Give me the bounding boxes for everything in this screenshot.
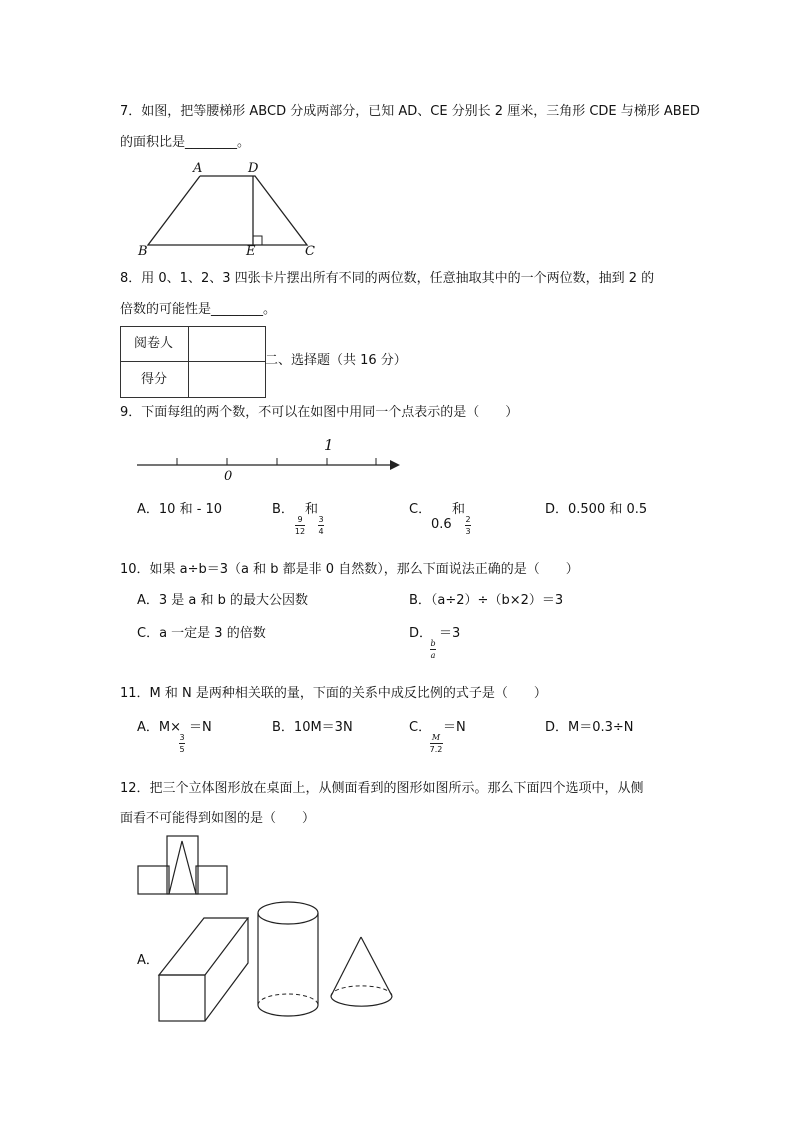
q9-c-frac-num: 2 (465, 515, 471, 524)
q9-b-prefix: B． (272, 502, 294, 517)
q9-c-frac-den: 3 (465, 527, 471, 536)
score-table-reviewer: 阅卷人 (134, 336, 174, 351)
q9-b-frac2-num: 3 (318, 515, 324, 524)
label-c: C (305, 244, 315, 259)
q9-stem: 9．下面每组的两个数，不可以在如图中用同一个点表示的是（ ） (120, 405, 519, 420)
label-b: B (138, 244, 148, 259)
q11-c-prefix: C． (409, 720, 432, 735)
q8-line1: 8．用 0、1、2、3 四张卡片摆出所有不同的两位数，任意抽取其中的一个两位数，抽到 2 的 (120, 271, 655, 286)
q10-option-a[interactable]: A．3 是 a 和 b 的最大公因数 (137, 593, 309, 608)
q11-a-frac-num: 3 (179, 733, 185, 742)
q11-option-b[interactable]: B．10M＝3N (272, 720, 353, 735)
q9-b-frac1-num: 9 (297, 515, 303, 524)
q9-option-b[interactable] (272, 501, 342, 541)
q9-option-a[interactable]: A．10 和 - 10 (137, 502, 223, 517)
q11-a-frac-den: 5 (179, 745, 185, 754)
q10-option-c[interactable]: C．a 一定是 3 的倍数 (137, 626, 266, 641)
section-title: 二、选择题（共 16 分） (265, 353, 407, 368)
q10-d-suffix: ＝3 (439, 626, 461, 641)
q7-line1: 7．如图，把等腰梯形 ABCD 分成两部分，已知 AD、CE 分别长 2 厘米，三角形 CDE 与梯形 ABED (120, 104, 700, 119)
q9-c-mid: 和 (452, 502, 466, 517)
q9-b-mid: 和 (305, 502, 319, 517)
q9-option-d[interactable]: D．0.500 和 0.5 (545, 502, 648, 517)
q11-c-suffix: ＝N (443, 720, 466, 735)
label-a: A (193, 161, 203, 176)
q10-d-frac-num: b (430, 639, 436, 648)
label-d: D (248, 161, 259, 176)
q10-d-frac-den: a (430, 651, 436, 660)
q9-b-frac1-den: 12 (294, 527, 306, 536)
numberline-zero: 0 (224, 469, 233, 484)
q11-stem: 11．M 和 N 是两种相关联的量，下面的关系中成反比例的式子是（ ） (120, 686, 547, 701)
q10-stem: 10．如果 a÷b＝3（a 和 b 都是非 0 自然数），那么下面说法正确的是（ ） (120, 562, 579, 577)
q11-a-prefix: A．M× (137, 720, 182, 735)
q11-c-frac-den: 7.2 (429, 745, 443, 754)
q11-c-frac-num: M (431, 733, 441, 742)
q9-c-decimal: 0.6 (431, 517, 452, 532)
numberline-one: 1 (324, 436, 334, 454)
q7-line2: 的面积比是________。 (120, 135, 251, 150)
q9-option-c[interactable] (409, 501, 479, 541)
q11-option-d[interactable]: D．M＝0.3÷N (545, 720, 634, 735)
label-e: E (246, 244, 256, 259)
q11-a-suffix: ＝N (189, 720, 212, 735)
q10-option-d[interactable] (409, 625, 469, 665)
q12-line1: 12．把三个立体图形放在桌面上，从侧面看到的图形如图所示。那么下面四个选项中，从侧 (120, 781, 644, 796)
q9-b-frac2-den: 4 (318, 527, 324, 536)
q8-line2: 倍数的可能性是________。 (120, 302, 277, 317)
score-table (120, 326, 266, 398)
q11-option-a[interactable] (137, 719, 217, 759)
q11-option-c[interactable] (409, 719, 479, 759)
q9-c-prefix: C． (409, 502, 432, 517)
q12-line2: 面看不可能得到如图的是（ ） (120, 811, 316, 826)
q12-option-a[interactable]: A． (137, 953, 159, 968)
q10-option-b[interactable]: B．（a÷2）÷（b×2）＝3 (409, 593, 564, 608)
q10-d-prefix: D． (409, 626, 433, 641)
score-table-score: 得分 (141, 372, 168, 387)
